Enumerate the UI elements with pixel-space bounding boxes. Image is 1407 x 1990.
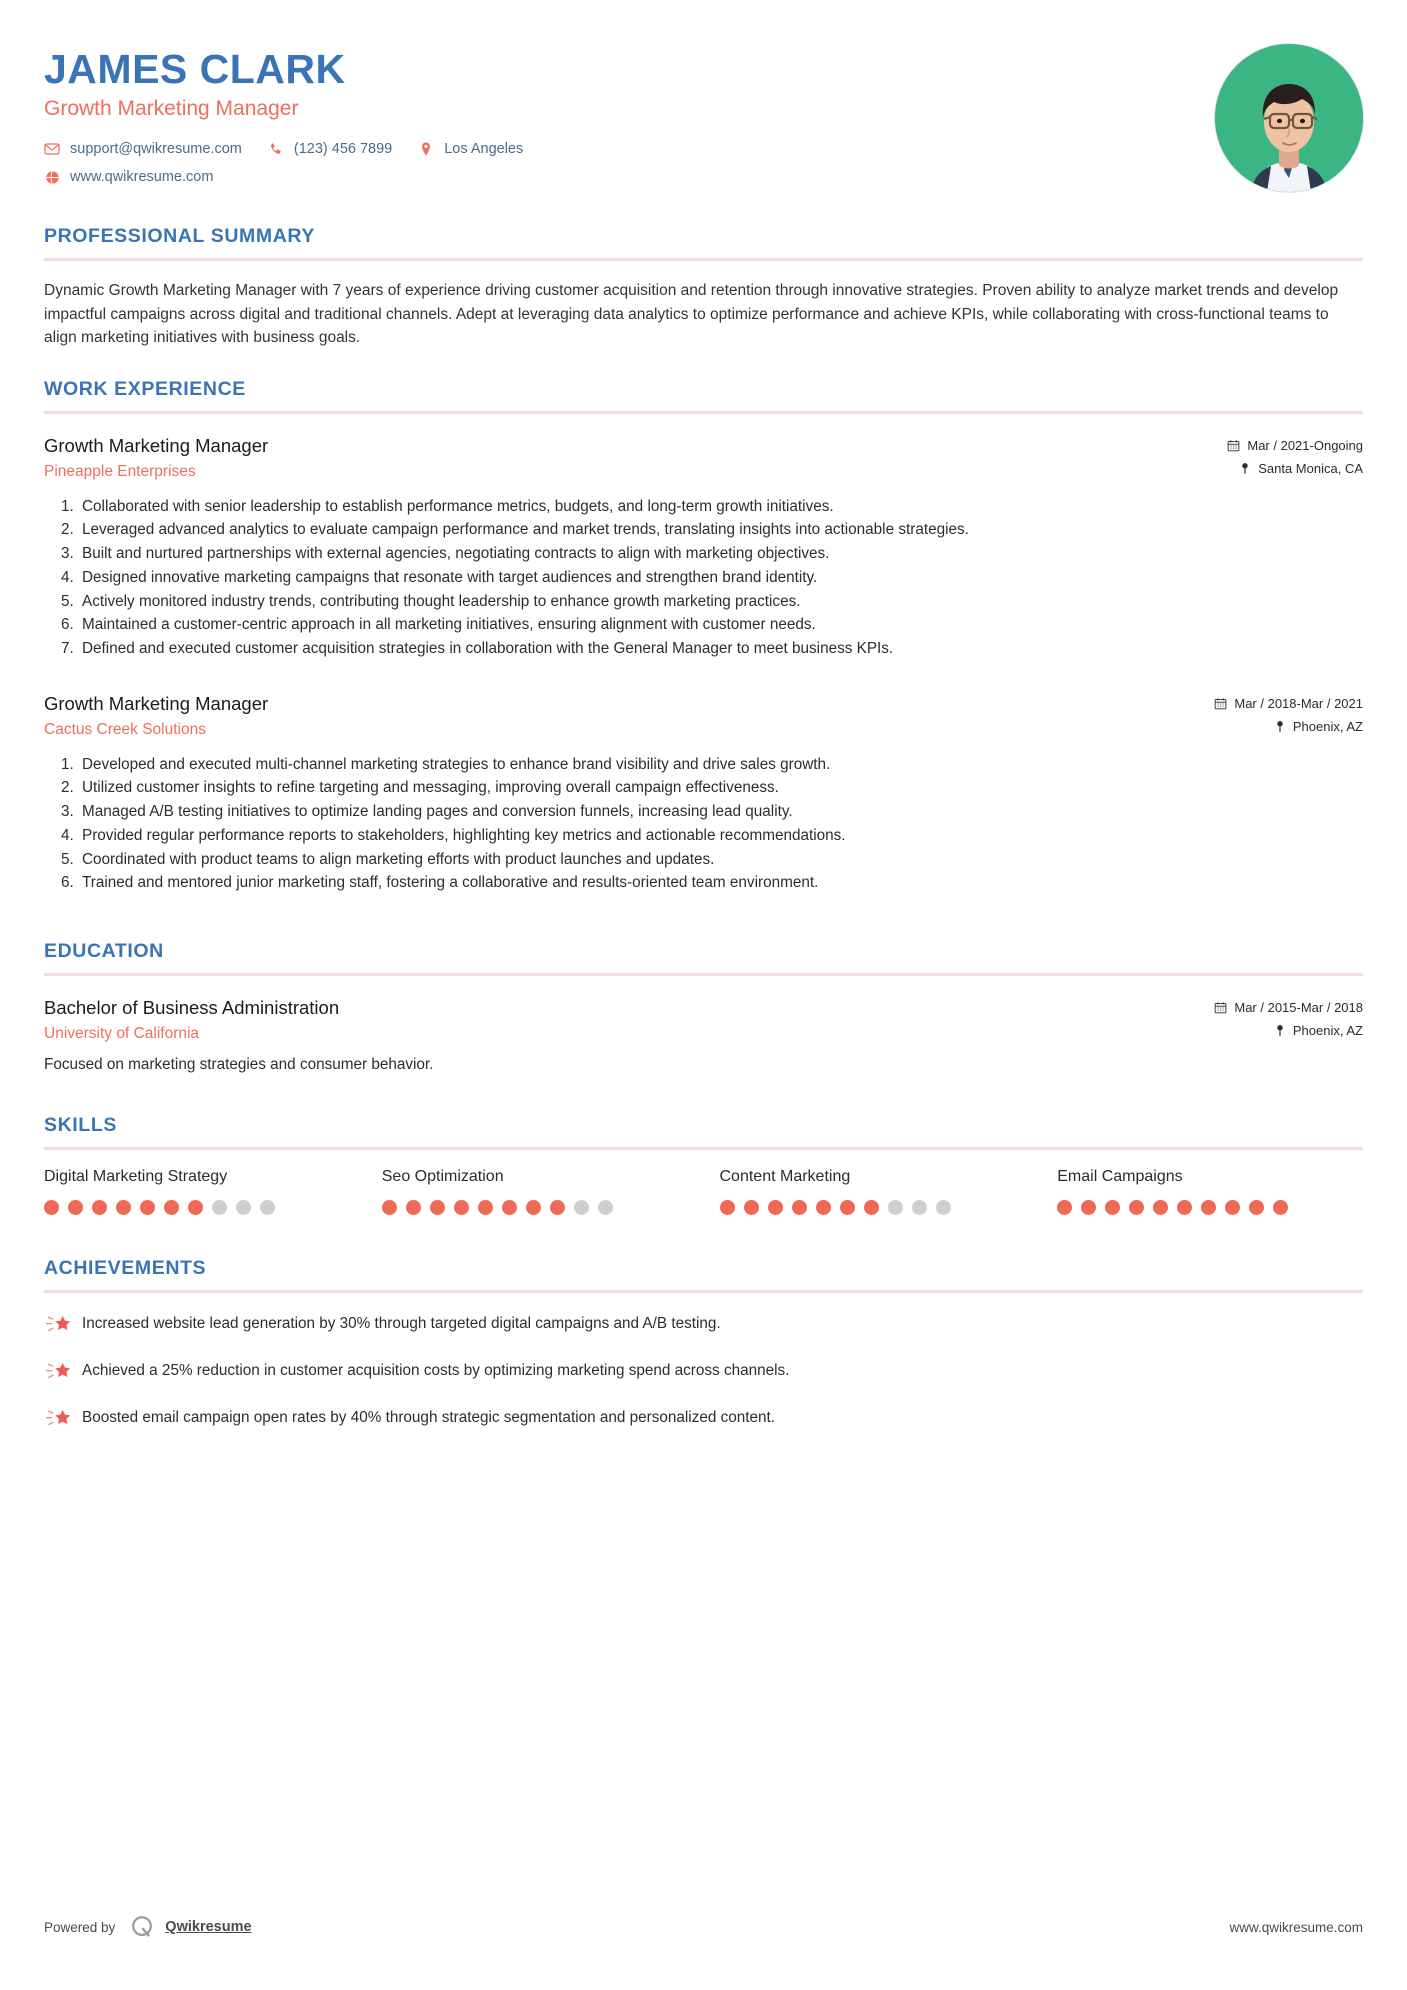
- section-divider: [44, 411, 1363, 414]
- achievement-text: Achieved a 25% reduction in customer acquisition costs by optimizing marketing spend across channels.: [82, 1362, 790, 1380]
- experience-date-line: [1227, 438, 1363, 453]
- section-professional-summary: [44, 225, 1363, 350]
- skill-label: Seo Optimization: [381, 1168, 504, 1186]
- resume-header: [44, 0, 1363, 197]
- skill-dot-filled: [502, 1200, 517, 1215]
- map-pin-icon: [418, 141, 434, 157]
- shooting-star-icon: [44, 1360, 74, 1388]
- qwikresume-brand-link[interactable]: Qwikresume: [165, 1919, 252, 1935]
- achievement-text: Increased website lead generation by 30% through targeted digital campaigns and A/B testing.: [82, 1315, 721, 1333]
- skill-dot-filled: [816, 1200, 831, 1215]
- skill-dot-empty: [212, 1200, 227, 1215]
- location-marker-icon: [1239, 462, 1251, 475]
- calendar-icon: [1227, 439, 1240, 452]
- skill-dot-filled: [1225, 1200, 1240, 1215]
- powered-by-label: Powered by: [44, 1919, 116, 1935]
- contact-location-text: Los Angeles: [444, 141, 524, 158]
- section-achievements: [44, 1257, 1363, 1435]
- skill-label: Digital Marketing Strategy: [44, 1168, 228, 1186]
- skill-dot-filled: [840, 1200, 855, 1215]
- bullet-item: 4. Provided regular performance reports to stakeholders, highlighting key metrics and actionable recommendations.: [78, 825, 1363, 847]
- experience-meta: [1214, 692, 1363, 742]
- skill-dot-empty: [260, 1200, 275, 1215]
- section-skills: [44, 1114, 1363, 1215]
- education-meta: [1214, 996, 1363, 1046]
- experience-entry: [44, 692, 1363, 894]
- skill-dot-filled: [140, 1200, 155, 1215]
- footer-website-url: www.qwikresume.com: [1229, 1919, 1363, 1935]
- bullet-item: 2. Leveraged advanced analytics to evaluate campaign performance and market trends, translating insights into actionable strategies.: [78, 519, 1363, 541]
- bullet-item: 3. Built and nurtured partnerships with external agencies, negotiating contracts to align with marketing objectives.: [78, 543, 1363, 565]
- education-note: Focused on marketing strategies and consumer behavior.: [44, 1056, 434, 1074]
- calendar-icon: [1214, 1001, 1227, 1014]
- experience-location-line: [1214, 719, 1363, 734]
- section-education: [44, 940, 1363, 1074]
- bullet-item: 1. Collaborated with senior leadership to establish performance metrics, budgets, and long-term growth initiatives.: [78, 496, 1363, 518]
- achievement-item: [44, 1360, 1363, 1388]
- calendar-icon: [1214, 697, 1227, 710]
- skill-dot-empty: [574, 1200, 589, 1215]
- bullet-item: 2. Utilized customer insights to refine targeting and messaging, improving overall campaign effectiveness.: [78, 777, 1363, 799]
- skill-dot-empty: [598, 1200, 613, 1215]
- contact-website[interactable]: [44, 169, 213, 185]
- experience-role: Growth Marketing Manager: [44, 434, 269, 456]
- achievements-list: [44, 1313, 1363, 1435]
- experience-entry-left: [44, 434, 1227, 481]
- experience-entry-head: [44, 434, 1363, 484]
- experience-entry-left: [44, 692, 1214, 739]
- skill-dot-filled: [1153, 1200, 1168, 1215]
- skill-label: Email Campaigns: [1057, 1168, 1183, 1186]
- contact-row-primary: [44, 141, 1215, 157]
- experience-date-text: Mar / 2018-Mar / 2021: [1234, 695, 1363, 711]
- candidate-name: JAMES CLARK: [44, 46, 346, 92]
- skill-dot-empty: [888, 1200, 903, 1215]
- skill-dot-filled: [164, 1200, 179, 1215]
- education-location-line: [1214, 1023, 1363, 1038]
- contact-phone-text: (123) 456 7899: [293, 141, 393, 158]
- contact-row-website: [44, 169, 1215, 185]
- section-divider: [44, 973, 1363, 976]
- skill-rating: [1057, 1200, 1363, 1215]
- bullet-item: 4. Designed innovative marketing campaigns that resonate with target audiences and strengthen brand identity.: [78, 567, 1363, 589]
- skill-dot-filled: [1249, 1200, 1264, 1215]
- bullet-item: 1. Developed and executed multi-channel marketing strategies to enhance brand visibility and drive sales growth.: [78, 754, 1363, 776]
- experience-entry: [44, 434, 1363, 660]
- skill-rating: [720, 1200, 1026, 1215]
- experience-company: Cactus Creek Solutions: [44, 720, 206, 738]
- skill-dot-filled: [478, 1200, 493, 1215]
- skill-dot-filled: [406, 1200, 421, 1215]
- contact-website-text: www.qwikresume.com: [70, 169, 214, 186]
- experience-bullets: [44, 754, 1363, 894]
- section-divider: [44, 1290, 1363, 1293]
- skill-item: [382, 1168, 688, 1215]
- skill-dot-filled: [744, 1200, 759, 1215]
- education-entry-head: [44, 996, 1363, 1046]
- skills-grid: [44, 1168, 1363, 1215]
- section-title-summary: PROFESSIONAL SUMMARY: [44, 225, 315, 248]
- experience-company: Pineapple Enterprises: [44, 462, 196, 480]
- location-marker-icon: [1274, 720, 1286, 733]
- skill-item: [44, 1168, 350, 1215]
- skill-dot-filled: [454, 1200, 469, 1215]
- section-divider: [44, 1147, 1363, 1150]
- bullet-item: 3. Managed A/B testing initiatives to optimize landing pages and conversion funnels, increasing lead quality.: [78, 801, 1363, 823]
- skill-dot-filled: [92, 1200, 107, 1215]
- shooting-star-icon: [44, 1313, 74, 1341]
- candidate-job-title: Growth Marketing Manager: [44, 97, 299, 121]
- experience-meta: [1227, 434, 1363, 484]
- bullet-item: 5. Actively monitored industry trends, contributing thought leadership to enhance growth marketing practices.: [78, 591, 1363, 613]
- achievement-item: [44, 1313, 1363, 1341]
- experience-date-line: [1214, 696, 1363, 711]
- qwikresume-logo-icon: [129, 1914, 155, 1940]
- skill-rating: [382, 1200, 688, 1215]
- skill-dot-filled: [116, 1200, 131, 1215]
- section-work-experience: [44, 378, 1363, 894]
- education-location-text: Phoenix, AZ: [1292, 1023, 1363, 1039]
- bullet-item: 6. Trained and mentored junior marketing staff, fostering a collaborative and results-oriented team environment.: [78, 872, 1363, 894]
- education-date-text: Mar / 2015-Mar / 2018: [1234, 1000, 1363, 1016]
- summary-text: Dynamic Growth Marketing Manager with 7 years of experience driving customer acquisition and retention through innovative strategies. Proven ability to analyze market trends and develop impactful campaigns across digital and traditional channels. Adept at leveraging data analytics to optimize performance and achieve KPIs, while collaborating with cross-functional teams to align marketing initiatives with business goals.: [44, 282, 1339, 347]
- bullet-item: 5. Coordinated with product teams to align marketing efforts with product launches and updates.: [78, 849, 1363, 871]
- header-details: [44, 40, 1215, 197]
- skill-dot-empty: [912, 1200, 927, 1215]
- skill-dot-filled: [526, 1200, 541, 1215]
- experience-entry-head: [44, 692, 1363, 742]
- section-title-experience: WORK EXPERIENCE: [44, 377, 246, 400]
- skill-rating: [44, 1200, 350, 1215]
- contact-phone[interactable]: [268, 141, 392, 157]
- experience-role: Growth Marketing Manager: [44, 692, 269, 714]
- footer-branding: [44, 1914, 252, 1940]
- phone-icon: [268, 141, 284, 157]
- skill-dot-filled: [1081, 1200, 1096, 1215]
- skill-dot-filled: [430, 1200, 445, 1215]
- section-title-education: EDUCATION: [44, 940, 164, 963]
- experience-date-text: Mar / 2021-Ongoing: [1247, 437, 1363, 453]
- education-entry-left: [44, 996, 1214, 1043]
- skill-dot-filled: [1105, 1200, 1120, 1215]
- education-entry: [44, 996, 1363, 1074]
- experience-bullets: [44, 496, 1363, 660]
- contact-info: [44, 141, 1215, 185]
- experience-location-text: Santa Monica, CA: [1258, 460, 1363, 476]
- skill-dot-filled: [1201, 1200, 1216, 1215]
- skill-dot-filled: [44, 1200, 59, 1215]
- achievement-item: [44, 1407, 1363, 1435]
- page-footer: [44, 1914, 1363, 1940]
- skill-dot-empty: [936, 1200, 951, 1215]
- skill-dot-filled: [188, 1200, 203, 1215]
- contact-location: [418, 141, 523, 157]
- section-title-skills: SKILLS: [44, 1114, 117, 1137]
- skill-label: Content Marketing: [719, 1168, 851, 1186]
- bullet-item: 7. Defined and executed customer acquisition strategies in collaboration with the General Manager to meet business KPIs.: [78, 638, 1363, 660]
- skill-dot-filled: [1273, 1200, 1288, 1215]
- education-degree: Bachelor of Business Administration: [44, 997, 340, 1019]
- skill-dot-filled: [1057, 1200, 1072, 1215]
- skill-item: [720, 1168, 1026, 1215]
- skill-dot-filled: [68, 1200, 83, 1215]
- location-marker-icon: [1274, 1024, 1286, 1037]
- skill-dot-filled: [768, 1200, 783, 1215]
- skill-dot-filled: [864, 1200, 879, 1215]
- experience-location-text: Phoenix, AZ: [1292, 718, 1363, 734]
- avatar: [1215, 44, 1363, 192]
- skill-dot-filled: [382, 1200, 397, 1215]
- education-school: University of California: [44, 1025, 200, 1043]
- bullet-item: 6. Maintained a customer-centric approach in all marketing initiatives, ensuring alignment with customer needs.: [78, 614, 1363, 636]
- section-divider: [44, 258, 1363, 261]
- contact-email-text: support@qwikresume.com: [70, 141, 242, 158]
- skill-dot-filled: [1177, 1200, 1192, 1215]
- skill-dot-empty: [236, 1200, 251, 1215]
- shooting-star-icon: [44, 1407, 74, 1435]
- skill-dot-filled: [792, 1200, 807, 1215]
- envelope-icon: [44, 141, 60, 157]
- achievement-text: Boosted email campaign open rates by 40% through strategic segmentation and personalized content.: [82, 1409, 776, 1427]
- skill-dot-filled: [550, 1200, 565, 1215]
- globe-icon: [44, 169, 60, 185]
- skill-item: [1057, 1168, 1363, 1215]
- education-date-line: [1214, 1000, 1363, 1015]
- skill-dot-filled: [720, 1200, 735, 1215]
- experience-location-line: [1227, 461, 1363, 476]
- contact-email[interactable]: [44, 141, 242, 157]
- section-title-achievements: ACHIEVEMENTS: [44, 1257, 207, 1280]
- skill-dot-filled: [1129, 1200, 1144, 1215]
